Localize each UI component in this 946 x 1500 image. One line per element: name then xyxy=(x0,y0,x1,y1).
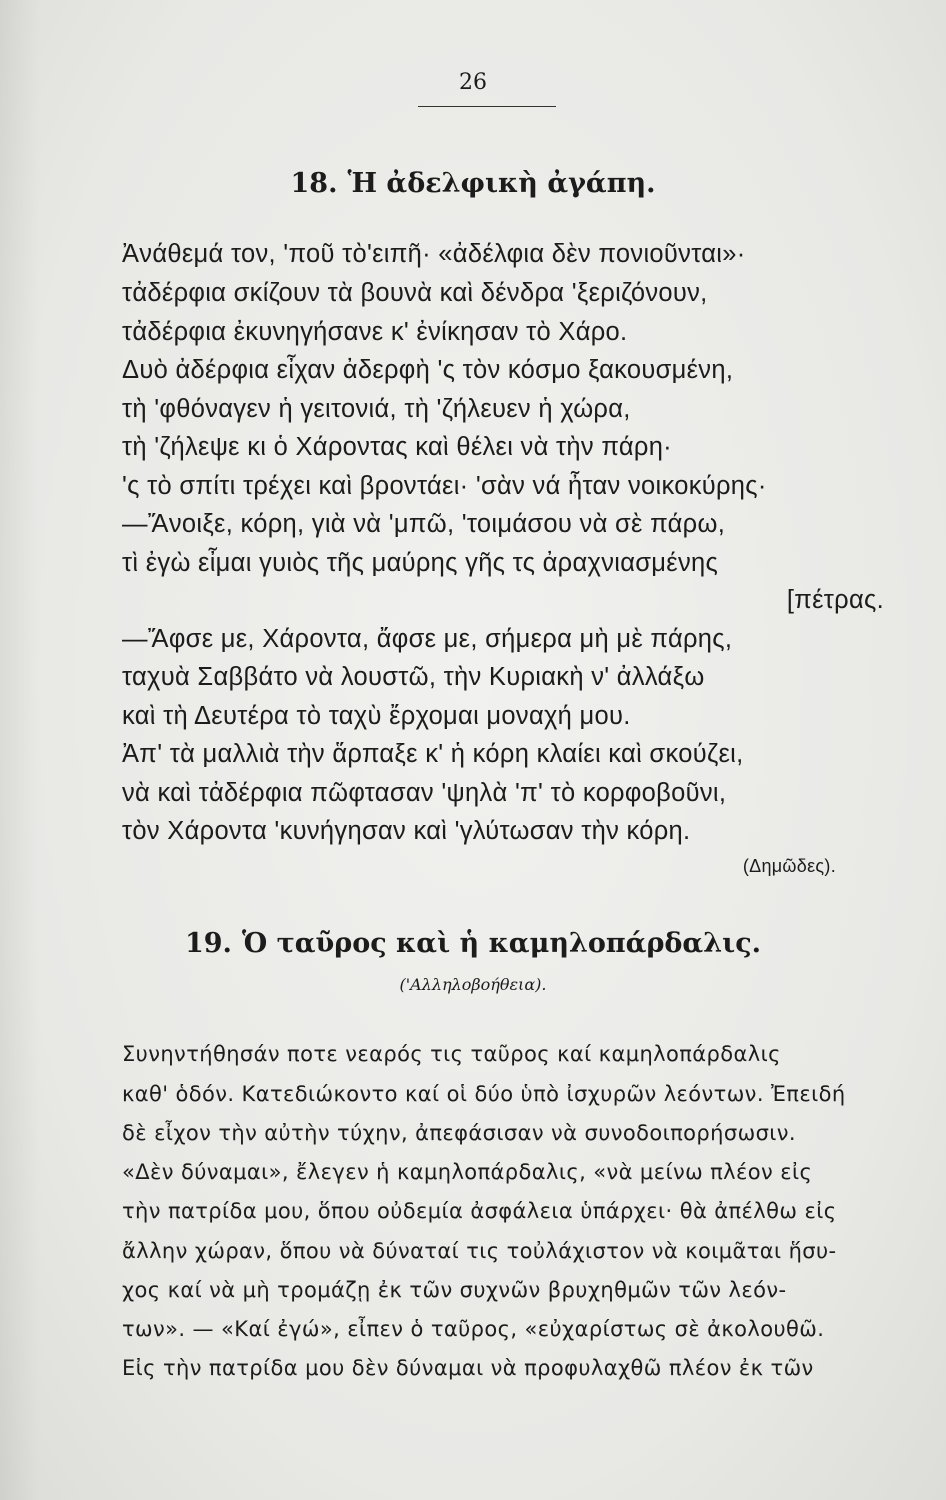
poem-line: 'ς τὸ σπίτι τρέχει καὶ βροντάει· 'σὰν νά ἦταν νοικοκύρης· xyxy=(122,472,767,500)
fable-line: καθ' ὁδόν. Κατεδιώκοντο καί οἱ δύο ὑπὸ ἰσχυρῶν λεόντων. Ἐπειδή xyxy=(122,1082,846,1106)
poem-number: 18. xyxy=(290,168,338,199)
poem-line: Ἀπ' τὰ μαλλιὰ τὴν ἅρπαξε κ' ἡ κόρη κλαίει καὶ σκούζει, xyxy=(122,740,744,768)
page-number: 26 xyxy=(459,70,487,95)
fable-line: χος καί νὰ μὴ τρομάζῃ ἐκ τῶν συχνῶν βρυχηθμῶν τῶν λεόν- xyxy=(122,1278,787,1302)
poem-line: καὶ τὴ Δευτέρα τὸ ταχὺ ἔρχομαι μοναχή μου. xyxy=(122,702,631,730)
fable-line: Εἰς τὴν πατρίδα μου δὲν δύναμαι νὰ προφυλαχθῶ πλέον ἐκ τῶν xyxy=(122,1356,814,1380)
poem-line: τὶ ἐγὼ εἶμαι γυιὸς τῆς μαύρης γῆς τς ἀραχνιασμένης xyxy=(122,549,719,577)
poem-line: —Ἄνοιξε, κόρη, γιὰ νὰ 'μπῶ, 'τοιμάσου νὰ σὲ πάρω, xyxy=(122,510,726,538)
poem-line: Ἀνάθεμά τον, 'ποῦ τὸ'ειπῆ· «ἀδέλφια δὲν πονιοῦνται»· xyxy=(122,240,746,268)
poem-line: —Ἄφσε με, Χάροντα, ἄφσε με, σήμερα μὴ μὲ πάρης, xyxy=(122,625,733,653)
poem-credit: (Δημῶδες). xyxy=(742,856,836,876)
page-gutter-shadow xyxy=(0,0,40,1500)
poem-title: Ἡ ἀδελφικὴ ἀγάπη. xyxy=(347,168,656,199)
poem-line: νὰ καὶ τἀδέρφια πῶφτασαν 'ψηλὰ 'π' τὸ κορφοβοῦνι, xyxy=(122,779,727,807)
fable-title: Ὁ ταῦρος καὶ ἡ καμηλοπάρδαλις. xyxy=(241,928,762,959)
fable-line: τὴν πατρίδα μου, ὅπου οὐδεμία ἀσφάλεια ὑπάρχει· θὰ ἀπέλθω εἰς xyxy=(122,1199,837,1223)
poem-line: ταχυὰ Σαββάτο νὰ λουστῶ, τὴν Κυριακὴ ν' ἀλλάξω xyxy=(122,663,705,691)
poem-line-continuation: [πέτρας. xyxy=(786,586,884,614)
fable-line: ἄλλην χώραν, ὅπου νὰ δύναταί τις τοὐλάχιστον νὰ κοιμᾶται ἥσυ- xyxy=(122,1239,837,1263)
poem-heading xyxy=(0,168,946,199)
poem-line: τὴ 'ζήλεψε κι ὁ Χάροντας καὶ θέλει νὰ τὴν πάρη· xyxy=(122,433,672,461)
poem-line: τὸν Χάροντα 'κυνήγησαν καὶ 'γλύτωσαν τὴν κόρη. xyxy=(122,817,691,845)
fable-line: δὲ εἶχον τὴν αὐτὴν τύχην, ἀπεφάσισαν νὰ συνοδοιπορήσωσιν. xyxy=(122,1121,796,1145)
poem-line: τἀδέρφια σκίζουν τὰ βουνὰ καὶ δένδρα 'ξεριζόνουν, xyxy=(122,279,708,307)
fable-number: 19. xyxy=(184,928,232,959)
fable-heading xyxy=(0,928,946,959)
poem-line: τἀδέρφια ἐκυνηγήσανε κ' ἐνίκησαν τὸ Χάρο. xyxy=(122,318,628,346)
page-number-rule xyxy=(418,106,556,107)
poem-line: τὴ 'φθόναγεν ἡ γειτονιά, τὴ 'ζήλευεν ἡ χώρα, xyxy=(122,395,631,423)
fable-subtitle: ('Αλληλοβοήθεια). xyxy=(399,975,547,994)
fable-line: Συνηντήθησάν ποτε νεαρός τις ταῦρος καί καμηλοπάρδαλις xyxy=(122,1042,781,1066)
poem-line: Δυὸ ἀδέρφια εἶχαν ἀδερφὴ 'ς τὸν κόσμο ξακουσμένη, xyxy=(122,356,734,384)
fable-line: «Δὲν δύναμαι», ἔλεγεν ἡ καμηλοπάρδαλις, «νὰ μείνω πλέον εἰς xyxy=(122,1160,813,1184)
fable-line: των». — «Καί ἐγώ», εἶπεν ὁ ταῦρος, «εὐχαρίστως σὲ ἀκολουθῶ. xyxy=(122,1317,825,1341)
